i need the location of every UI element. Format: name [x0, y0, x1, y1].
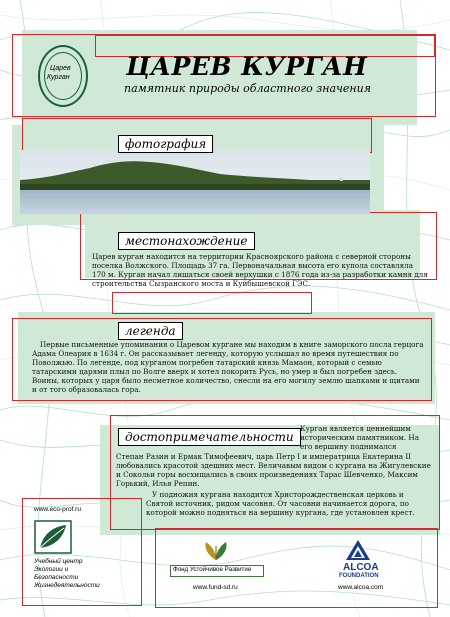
fund-logo: [196, 538, 236, 562]
legend-section-label: легенда: [118, 322, 183, 340]
alcoa-url[interactable]: www.alcoa.com: [338, 584, 384, 591]
page-title: ЦАРЕВ КУРГАН: [126, 52, 368, 81]
sights-text-main: Степан Разин и Ермак Тимофеевич, царь Петр I и императрица Екатерина II любовались красотой здешних мест. Величавым видом с кургана на Жигулевские и Сокольи горы восхищались в своих произведениях Тарас Шевченко, Максим Горький, Илья Репин.: [116, 452, 431, 488]
page-subtitle: памятник природы областного значения: [124, 82, 371, 95]
eco-name-line4: Жизнедеятельности: [34, 582, 100, 589]
sights-text-church: У подножия кургана находится Христорождественская церковь и Святой источник, ридом часовня. От часовни начинается дорога, по которой можно подняться на вершину кургана, где установлен крест.: [146, 490, 415, 517]
alcoa-logo-icon: [345, 539, 371, 561]
fund-url[interactable]: www.fund-sd.ru: [193, 584, 238, 591]
alcoa-name: ALCOA: [343, 562, 379, 573]
photo-section-label: фотография: [118, 135, 213, 153]
eco-name-line1: Учебный центр: [34, 558, 83, 565]
fund-name: Фонд Устойчивое Развитие: [173, 566, 252, 573]
landscape-photo: [20, 150, 370, 214]
location-text: Царев курган находится на территории Красноярского района с северной стороны поселка Волжского. Площадь 37 га. Первоначальная высота его купола составляла 170 м. Курган начал лишаться своей верхушки с 1876 года из-за разработки камня для строительства Сызранского моста и Куйбышевской ГЭС.: [92, 252, 428, 288]
legend-text: Первые письменные упоминания о Царевом кургане мы находим в книге заморского посла герцога Адама Олеария в 1634 г. Он рассказывает легенду, которую услышал во время путешествия по Поволжью. По легенде, под курганом погребен татарский князь Мамаон, который с семью татарскими царями плыл по Волге вверх и хотел покорить Русь, но умер и был погребен здесь. Воины, которых у царя было несметное количество, снесли на его могилу землю шапками и щитами и от того образовалась гора.: [32, 340, 424, 394]
logo-text-line2: Курган: [47, 74, 70, 81]
eco-name-line2: Экологии и: [34, 566, 69, 573]
alcoa-sub: FOUNDATION: [339, 573, 379, 579]
eco-name-line3: Безопасности: [34, 574, 79, 581]
eco-url[interactable]: www.eco-prof.ru: [34, 506, 81, 513]
logo-text-line1: Царев: [50, 65, 71, 72]
eco-center-logo: [34, 520, 72, 554]
sights-text-right: Курган является ценнейшим историческим памятником. На его вершину поднимался: [300, 424, 419, 451]
legend-top-frame: [112, 292, 312, 314]
location-section-label: местонахождение: [118, 232, 255, 250]
sights-section-label: достопримечательности: [118, 428, 301, 446]
